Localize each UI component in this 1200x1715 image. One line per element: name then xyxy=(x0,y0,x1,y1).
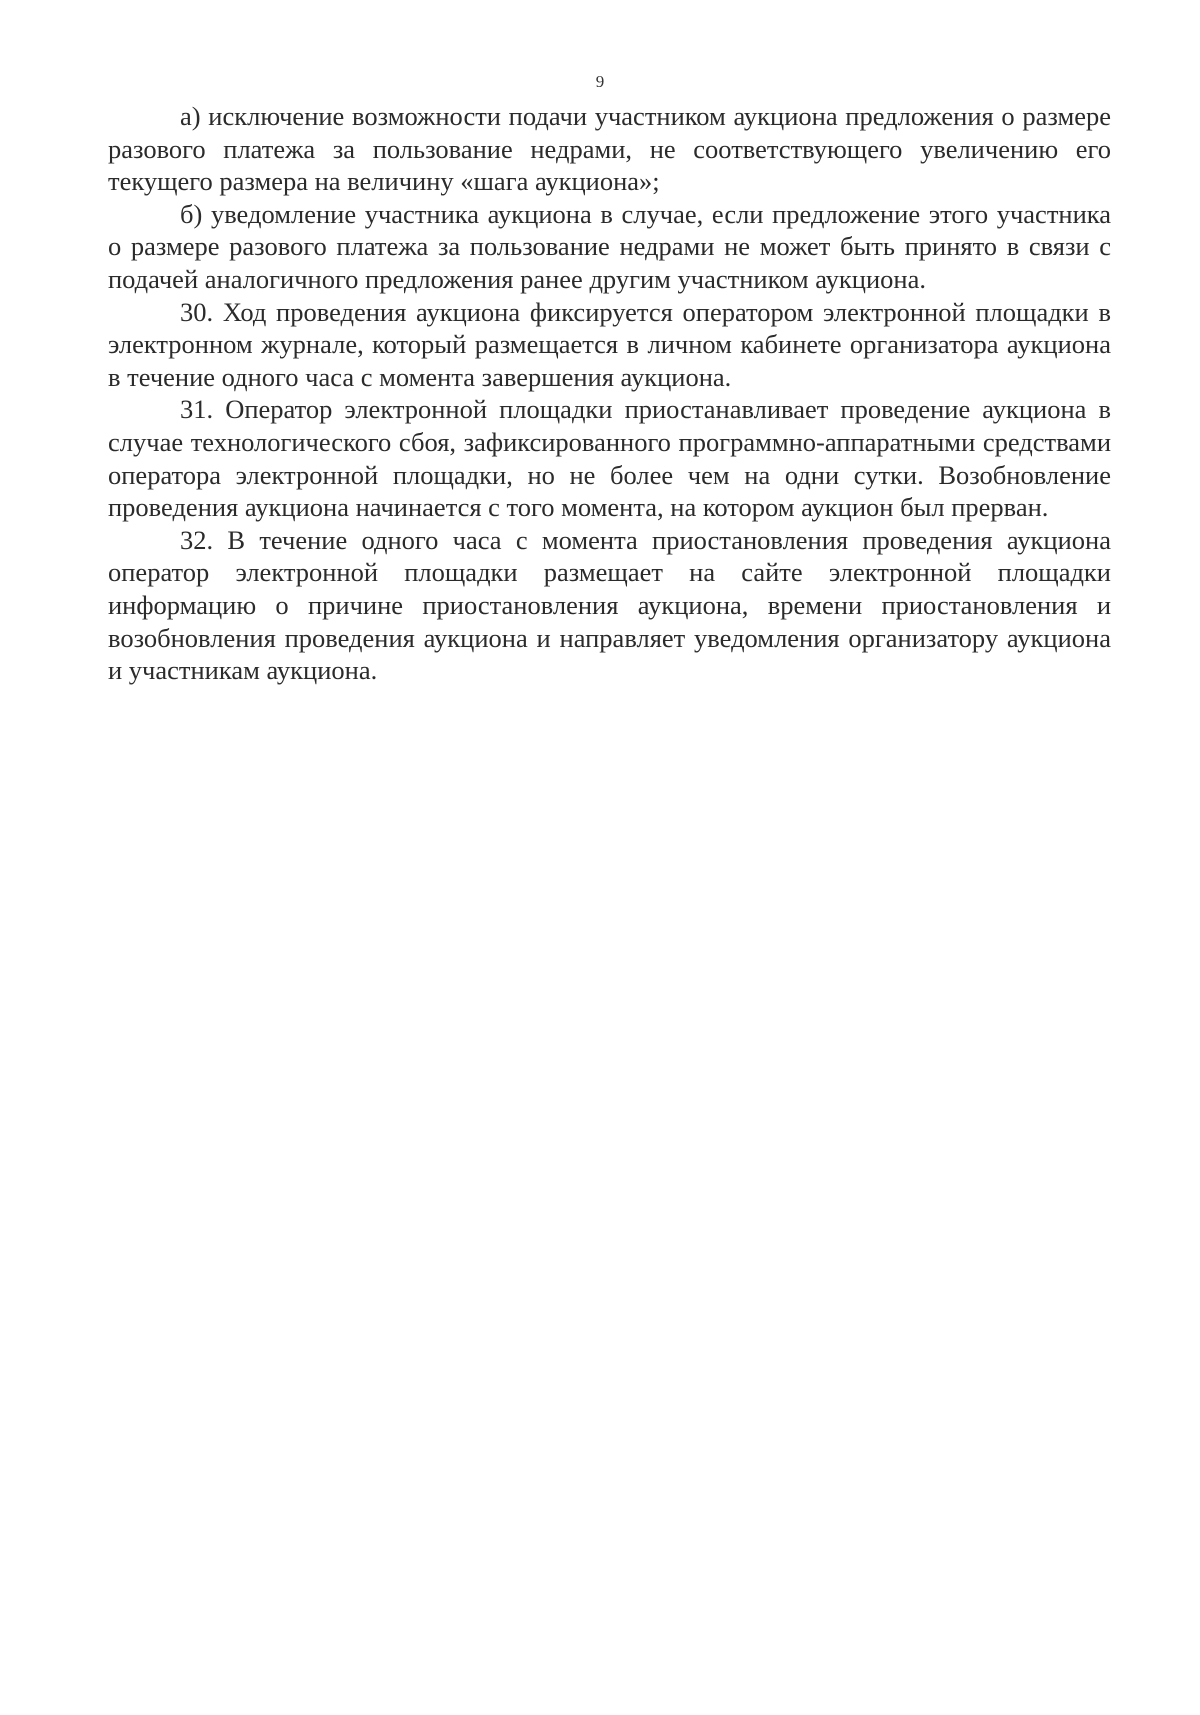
paragraph-item-b: б) уведомление участника аукциона в случае, если предложение этого участника о размере разового платежа за пользование недрами не может быть принято в связи с подачей аналогичного предложения ранее другим участником аукциона. xyxy=(108,198,1111,294)
paragraph-item-a: а) исключение возможности подачи участником аукциона предложения о размере разового платежа за пользование недрами, не соответствующего увеличению его текущего размера на величину «шага аукциона»; xyxy=(108,101,1111,197)
page-number: 9 xyxy=(595,72,605,91)
paragraph-clause-32: 32. В течение одного часа с момента приостановления проведения аукциона оператор электронной площадки размещает на сайте электронной площадки информацию о причине приостановления аукциона, времени приостановления и возобновления проведения аукциона и направляет уведомления организатору аукциона и участникам аукциона. xyxy=(108,524,1111,686)
paragraph-clause-30: 30. Ход проведения аукциона фиксируется оператором электронной площадки в электронном журнале, который размещается в личном кабинете организатора аукциона в течение одного часа с момента завершения аукциона. xyxy=(108,296,1111,392)
document-body xyxy=(108,100,1111,687)
paragraph-clause-31: 31. Оператор электронной площадки приостанавливает проведение аукциона в случае технологического сбоя, зафиксированного программно-аппаратными средствами оператора электронной площадки, но не более чем на одни сутки. Возобновление проведения аукциона начинается с того момента, на котором аукцион был прерван. xyxy=(108,394,1111,523)
